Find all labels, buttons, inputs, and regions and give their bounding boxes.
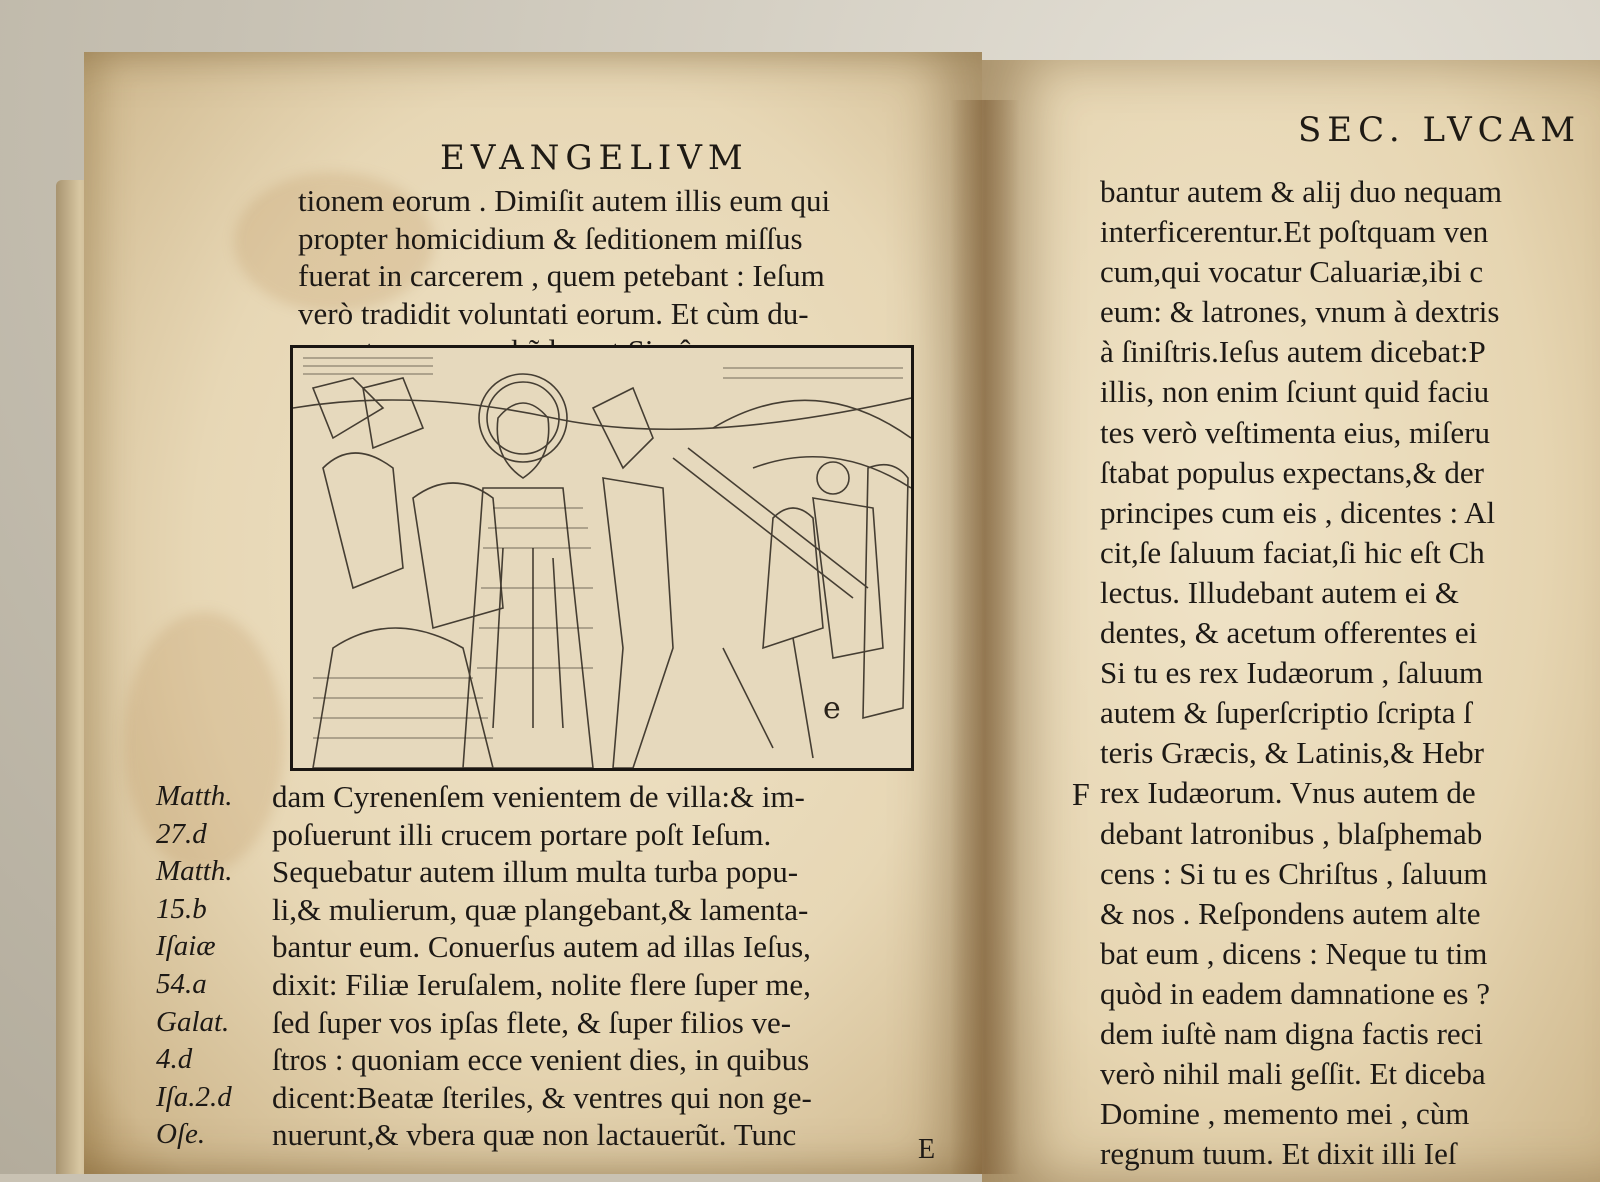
woodcut-drawing bbox=[293, 348, 911, 768]
svg-text:e: e bbox=[823, 691, 841, 726]
text-line: principes cum eis , dicentes : Al bbox=[1100, 494, 1496, 530]
text-line: dentes, & acetum offerentes ei bbox=[1100, 615, 1478, 651]
margin-note: 27.d bbox=[156, 817, 207, 850]
text-line: Si tu es rex Iudæorum , ſaluum bbox=[1100, 655, 1484, 691]
margin-note: Matth. bbox=[156, 855, 233, 888]
text-line: eum: & latrones, vnum à dextris bbox=[1100, 294, 1500, 330]
text-line: debant latronibus , blaſphemab bbox=[1100, 815, 1483, 851]
text-line: rex Iudæorum. Vnus autem de bbox=[1100, 775, 1476, 811]
text-line: dam Cyrenenſem venientem de villa:& im- bbox=[272, 779, 805, 814]
section-marker: E bbox=[918, 1134, 936, 1165]
text-line: interficerentur.Et poſtquam ven bbox=[1100, 214, 1489, 250]
woodcut-illustration bbox=[290, 345, 914, 771]
margin-note: Iſa.2.d bbox=[156, 1080, 232, 1113]
text-line: cens : Si tu es Chriſtus , ſaluum bbox=[1100, 855, 1488, 891]
text-line: Domine , memento mei , cùm bbox=[1100, 1096, 1470, 1132]
left-text-top bbox=[298, 182, 830, 370]
text-line: bat eum , dicens : Neque tu tim bbox=[1100, 935, 1488, 971]
text-line: cit,ſe ſaluum faciat,ſi hic eſt Ch bbox=[1100, 534, 1485, 570]
text-line: li,& mulierum, quæ plangebant,& lamenta- bbox=[272, 891, 809, 927]
margin-note: 4.d bbox=[156, 1043, 193, 1076]
margin-note: Iſaiæ bbox=[156, 930, 216, 963]
text-line: poſuerunt illi crucem portare poſt Ieſum. bbox=[272, 816, 772, 852]
text-line: cum,qui vocatur Caluariæ,ibi c bbox=[1100, 254, 1484, 290]
text-line: regnum tuum. Et dixit illi Ieſ bbox=[1100, 1136, 1457, 1172]
text-line: illis, non enim ſciunt quid faciu bbox=[1100, 374, 1490, 410]
margin-note: 54.a bbox=[156, 967, 207, 1000]
text-line: verò nihil mali geſſit. Et diceba bbox=[1100, 1056, 1486, 1092]
book-gutter bbox=[950, 100, 1020, 1174]
text-line: propter homicidium & ſeditionem miſſus bbox=[298, 220, 803, 256]
text-line: ſtros : quoniam ecce venient dies, in quibus bbox=[272, 1042, 810, 1078]
text-line: lectus. Illudebant autem ei & bbox=[1100, 574, 1459, 610]
margin-note: 15.b bbox=[156, 892, 207, 925]
margin-note: Galat. bbox=[156, 1005, 230, 1038]
margin-note: Oſe. bbox=[156, 1118, 206, 1151]
text-line: fuerat in carcerem , quem petebant : Ieſum bbox=[298, 258, 825, 294]
text-line: dem iuſtè nam digna factis reci bbox=[1100, 1015, 1484, 1051]
text-line: dixit: Filiæ Ieruſalem, nolite flere ſuper me, bbox=[272, 966, 811, 1002]
text-line: ſtabat populus expectans,& der bbox=[1100, 454, 1484, 490]
text-line: ſed ſuper vos ipſas flete, & ſuper filios ve- bbox=[272, 1004, 792, 1040]
text-line: tionem eorum . Dimiſit autem illis eum qui bbox=[298, 183, 831, 218]
right-running-header: SEC. LVCAM bbox=[1298, 110, 1582, 150]
text-line: dicent:Beatæ ſteriles, & ventres qui non ge- bbox=[272, 1079, 812, 1115]
text-line: teris Græcis, & Latinis,& Hebr bbox=[1100, 735, 1484, 771]
left-running-header: EVANGELIVM bbox=[440, 138, 749, 178]
left-text-bottom bbox=[272, 778, 812, 1154]
text-line: bantur autem & alij duo nequam bbox=[1100, 174, 1503, 209]
text-line: tes verò veſtimenta eius, miſeru bbox=[1100, 414, 1490, 450]
text-line: Sequebatur autem illum multa turba popu- bbox=[272, 854, 799, 890]
section-marker: F bbox=[1072, 776, 1090, 812]
margin-note: Matth. bbox=[156, 780, 233, 812]
text-line: quòd in eadem damnatione es ? bbox=[1100, 975, 1490, 1011]
margin-references bbox=[156, 778, 233, 1154]
text-line: & nos . Reſpondens autem alte bbox=[1100, 895, 1481, 931]
text-line: autem & ſuperſcriptio ſcripta ſ bbox=[1100, 695, 1472, 731]
text-line: à ſiniſtris.Ieſus autem dicebat:P bbox=[1100, 334, 1486, 370]
text-line: bantur eum. Conuerſus autem ad illas Ieſus, bbox=[272, 929, 811, 965]
text-line: nuerunt,& vbera quæ non lactauerũt. Tunc bbox=[272, 1117, 797, 1153]
right-text bbox=[1100, 172, 1502, 1174]
text-line: verò tradidit voluntati eorum. Et cùm du- bbox=[298, 295, 809, 331]
